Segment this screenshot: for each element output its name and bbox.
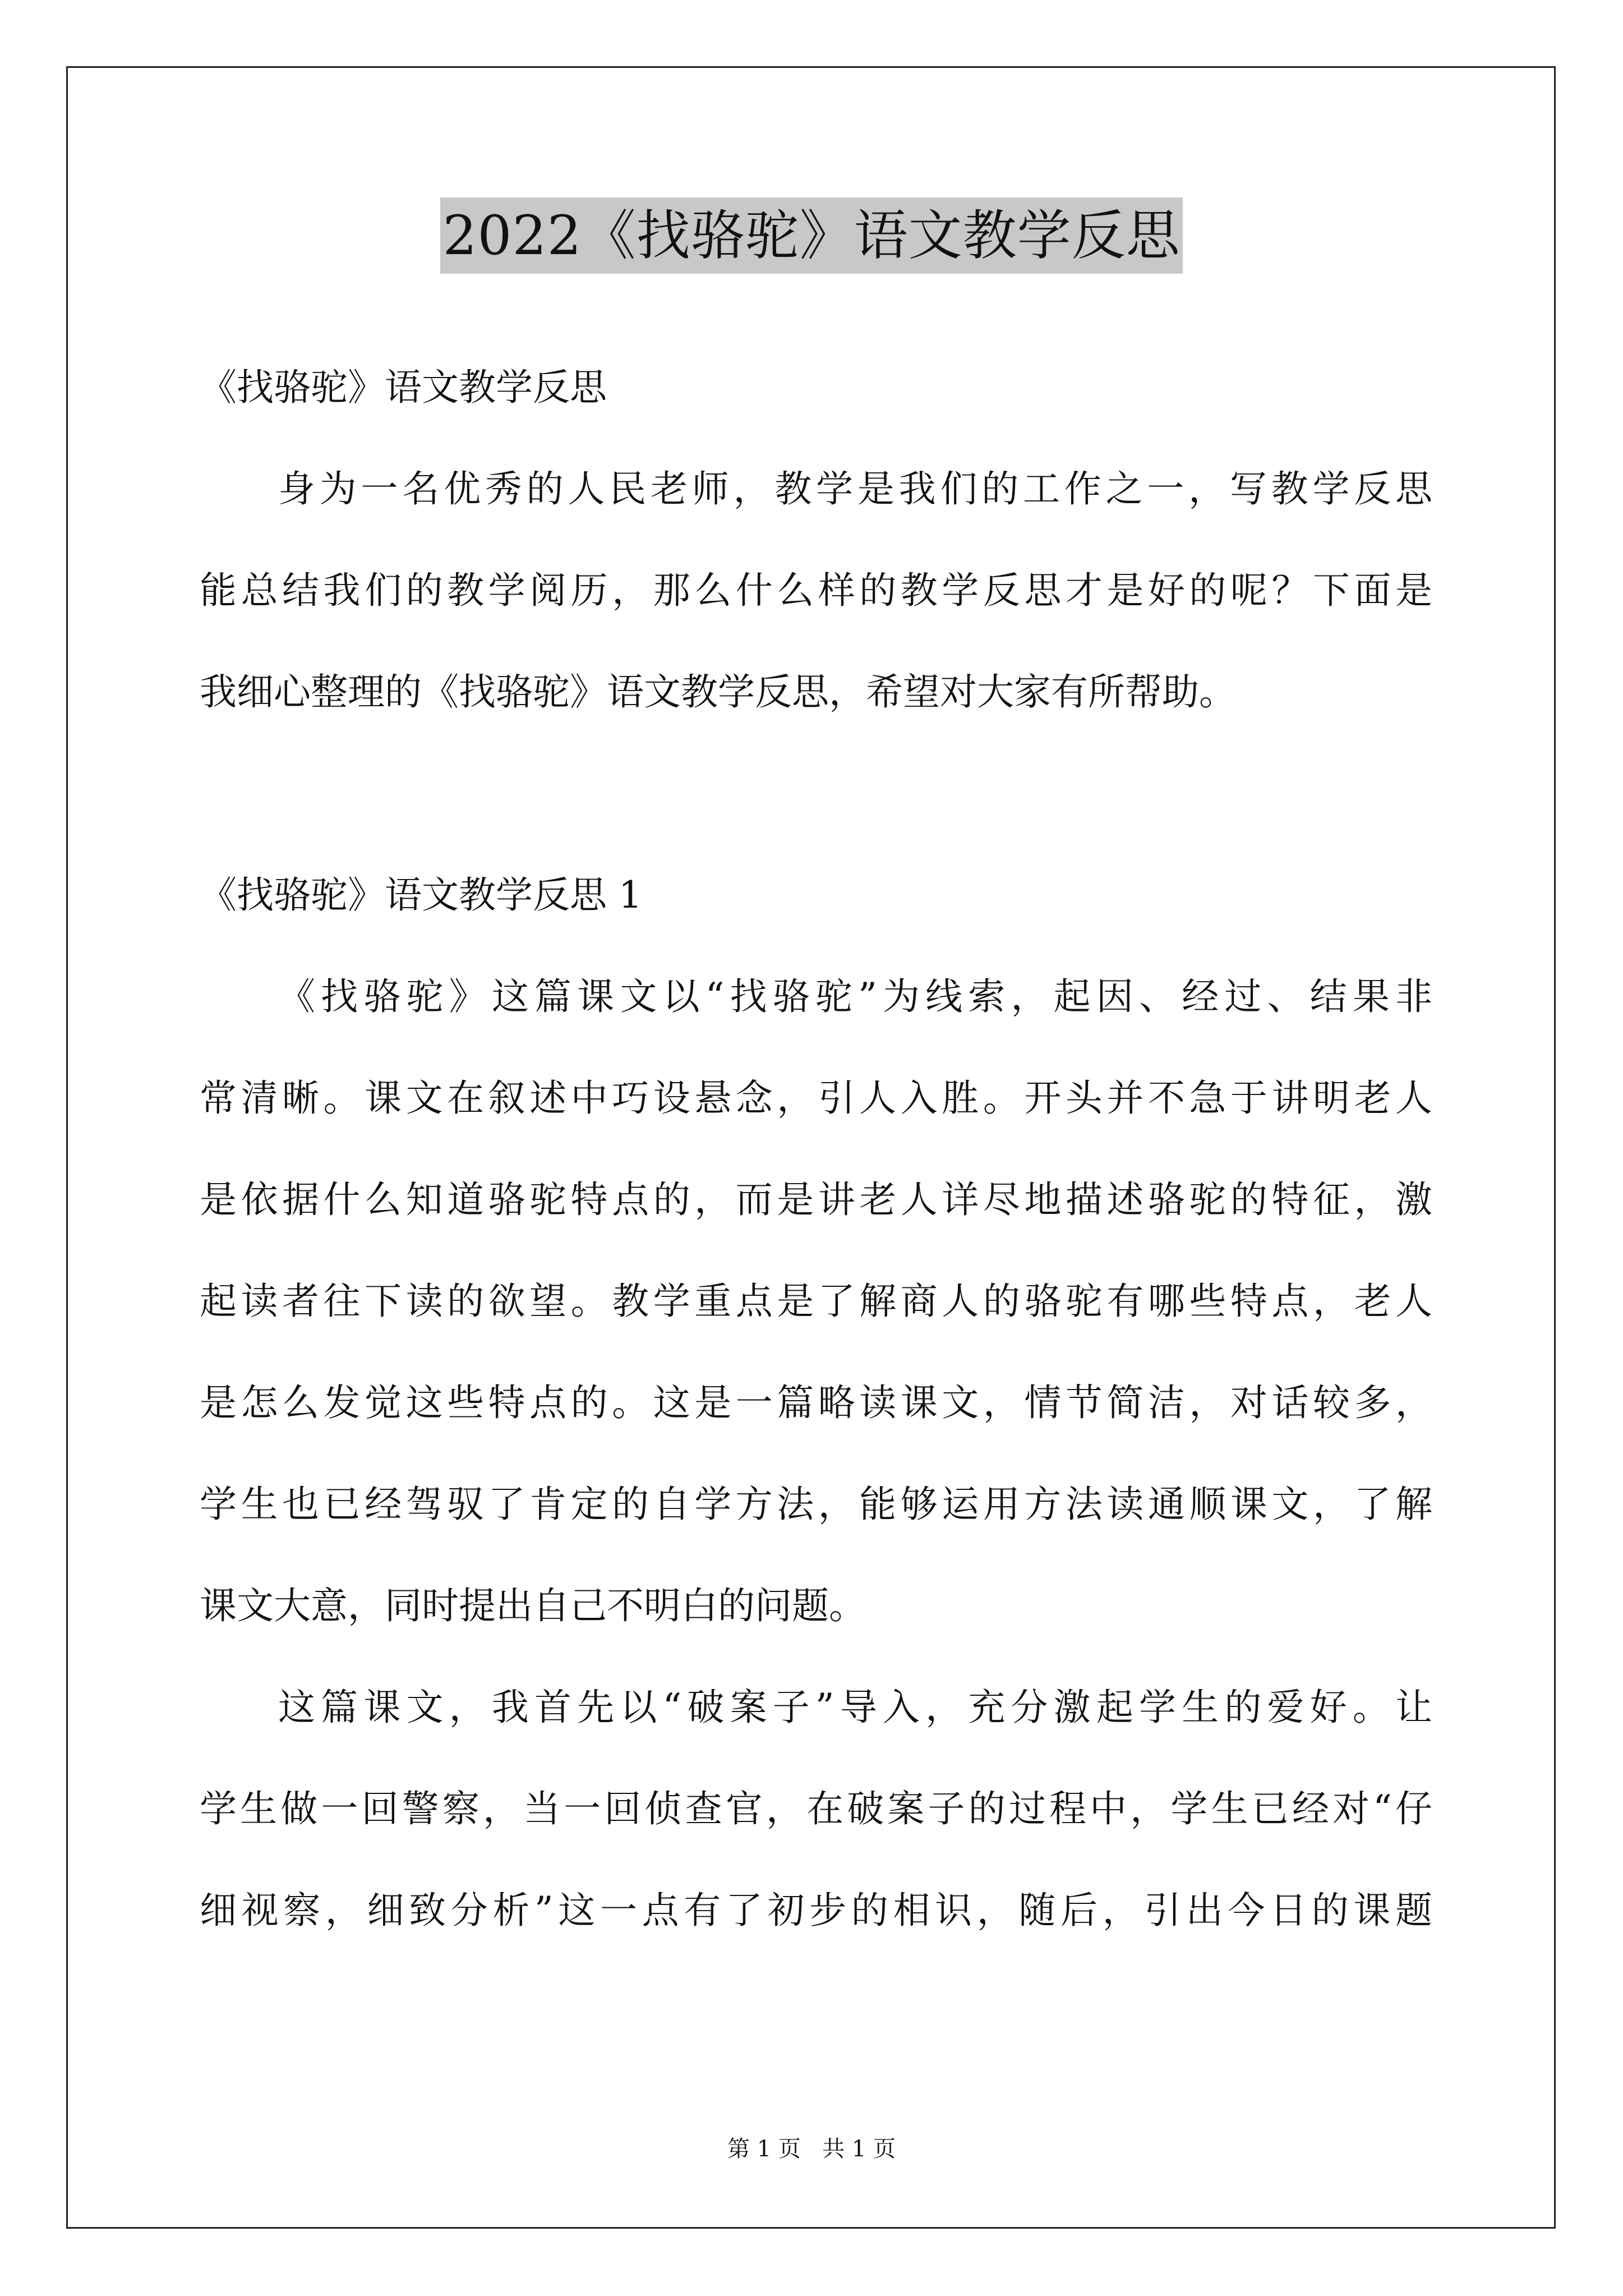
body-line: 能总结我们的教学阅历，那么什么样的教学反思才是好的呢？下面是	[200, 569, 1432, 612]
body-line: 《找骆驼》这篇课文以“找骆驼”为线索，起因、经过、结果非	[278, 975, 1432, 1018]
body-line: 细视察，细致分析”这一点有了初步的相识，随后，引出今日的课题	[200, 1889, 1432, 1932]
body-line: 我细心整理的《找骆驼》语文教学反思，希望对大家有所帮助。	[200, 670, 1236, 714]
page-footer	[0, 2132, 1623, 2166]
section-heading: 《找骆驼》语文教学反思 1	[200, 873, 642, 917]
page-number: 第 1 页 共 1 页	[727, 2136, 896, 2162]
blank-line	[200, 743, 1432, 844]
body-line: 课文大意，同时提出自己不明白的问题。	[200, 1584, 866, 1627]
body-line: 学生也已经驾驭了肯定的自学方法，能够运用方法读通顺课文，了解	[200, 1483, 1432, 1526]
body-line: 身为一名优秀的人民老师，教学是我们的工作之一，写教学反思	[278, 467, 1432, 510]
body-line: 这篇课文，我首先以“破案子”导入，充分激起学生的爱好。让	[278, 1686, 1432, 1729]
title-wrap	[0, 197, 1623, 274]
subtitle-line: 《找骆驼》语文教学反思	[200, 366, 607, 409]
body-line: 是怎么发觉这些特点的。这是一篇略读课文，情节简洁，对话较多，	[200, 1381, 1432, 1424]
body-line: 是依据什么知道骆驼特点的，而是讲老人详尽地描述骆驼的特征，激	[200, 1178, 1432, 1221]
body-line: 常清晰。课文在叙述中巧设悬念，引人入胜。开头并不急于讲明老人	[200, 1076, 1432, 1120]
body-line: 学生做一回警察，当一回侦查官，在破案子的过程中，学生已经对“仔	[200, 1787, 1432, 1830]
body-line: 起读者往下读的欲望。教学重点是了解商人的骆驼有哪些特点，老人	[200, 1280, 1432, 1323]
document-body	[200, 337, 1432, 1961]
page-title: 2022《找骆驼》语文教学反思	[440, 197, 1182, 274]
